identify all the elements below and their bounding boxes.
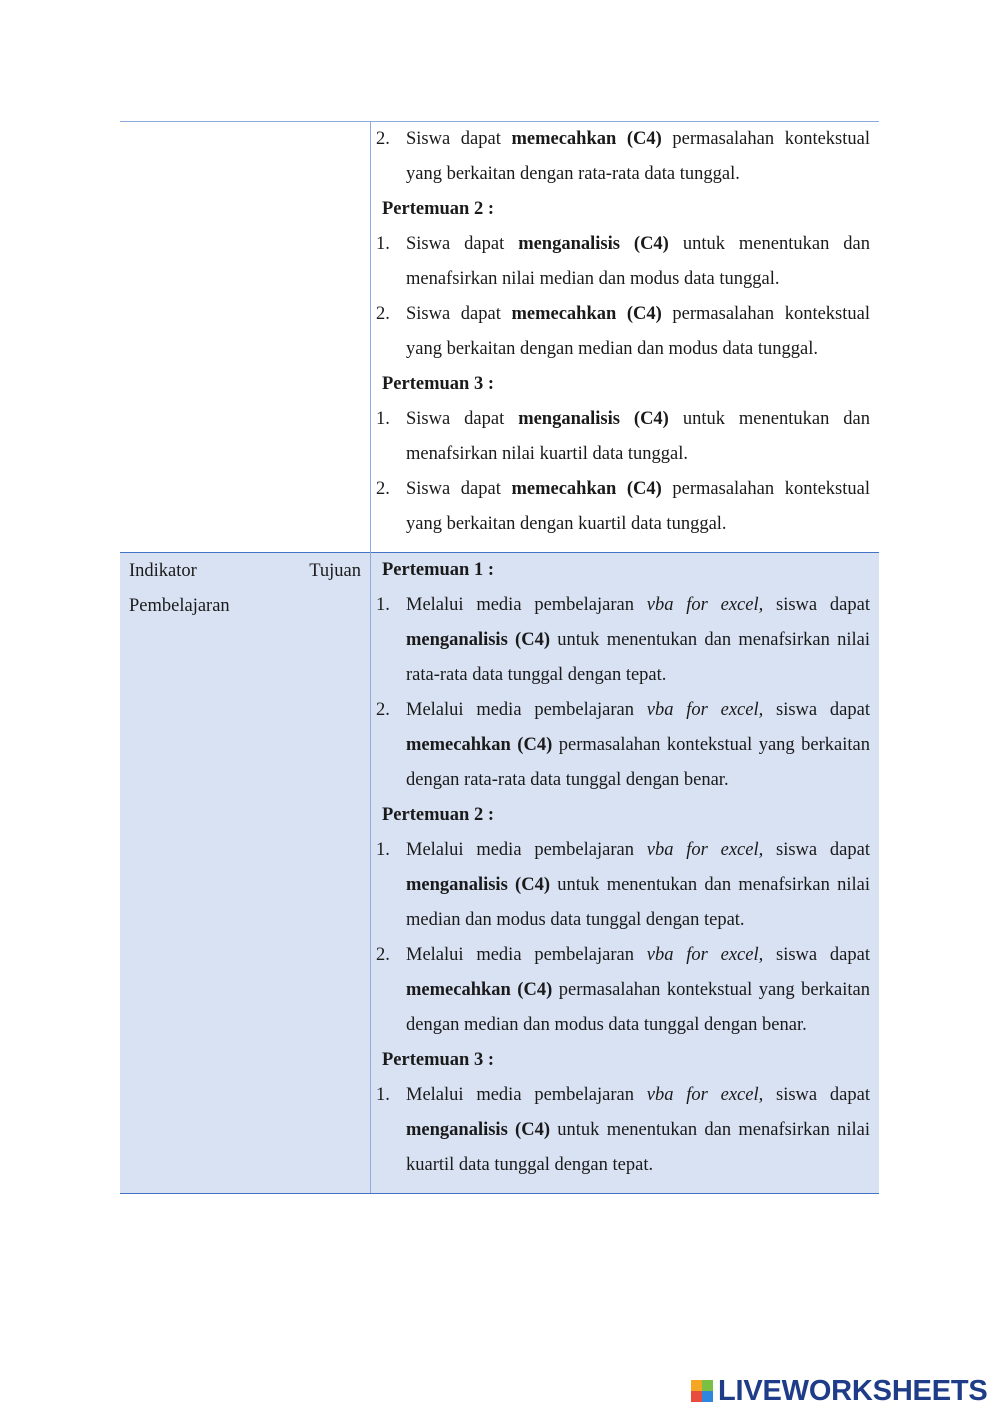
list-item-text — [406, 588, 870, 693]
objectives-cell — [371, 122, 880, 553]
bold-term: menganalisis (C4) — [406, 875, 550, 895]
list-item-text — [406, 833, 870, 938]
meeting-title: Pertemuan 2 : — [382, 199, 494, 219]
list-item — [376, 472, 870, 542]
list-item-number: 2. — [376, 945, 390, 965]
italic-term: vba for excel, — [646, 700, 764, 720]
indicator-label-line1 — [129, 554, 361, 589]
list-item — [376, 833, 870, 938]
text-segment: Melalui media pembelajaran — [406, 595, 647, 615]
list-item-text — [406, 227, 870, 297]
bold-term: memecahkan (C4) — [511, 129, 662, 149]
bold-term: memecahkan (C4) — [511, 479, 662, 499]
text-segment: untuk menentukan dan menafsirkan nilai median dan modus data tunggal. — [406, 234, 871, 289]
list-item — [376, 122, 870, 192]
meeting-title: Pertemuan 3 : — [382, 374, 494, 394]
text-segment: Siswa dapat — [406, 479, 512, 499]
list-item — [376, 588, 870, 693]
objectives-content — [371, 122, 879, 552]
list-item-number: 2. — [376, 304, 390, 324]
list-item-text — [406, 938, 870, 1043]
list-item — [376, 402, 870, 472]
list-item — [376, 693, 870, 798]
logo-square — [691, 1391, 702, 1402]
meeting-title: Pertemuan 2 : — [382, 805, 494, 825]
text-segment: siswa dapat — [763, 840, 870, 860]
objectives-table — [120, 121, 879, 1194]
list-item-text — [406, 122, 870, 192]
text-segment: Melalui media pembelajaran — [406, 1085, 647, 1105]
list-item-number: 2. — [376, 129, 390, 149]
list-item — [376, 297, 870, 367]
list-item-number: 2. — [376, 479, 390, 499]
list-item-text — [406, 1078, 870, 1183]
bold-term: menganalisis (C4) — [406, 630, 550, 650]
text-segment: untuk menentukan dan menafsirkan nilai kuartil data tunggal dengan tepat. — [406, 1120, 870, 1175]
indicator-label — [120, 553, 370, 624]
list-item-number: 1. — [376, 1085, 390, 1105]
text-segment: siswa dapat — [763, 1085, 870, 1105]
list-item-number: 1. — [376, 409, 390, 429]
text-segment: siswa dapat — [763, 700, 870, 720]
label-word-indikator: Indikator — [129, 561, 197, 581]
list-item — [376, 1078, 870, 1183]
list-item-number: 2. — [376, 700, 390, 720]
liveworksheets-logo — [691, 1374, 988, 1408]
bold-term: menganalisis (C4) — [518, 409, 669, 429]
list-item — [376, 227, 870, 297]
text-segment: permasalahan kontekstual yang berkaitan dengan median dan modus data tunggal. — [406, 304, 870, 359]
list-item-number: 1. — [376, 840, 390, 860]
logo-square — [702, 1391, 713, 1402]
text-segment: permasalahan kontekstual yang berkaitan dengan rata-rata data tunggal dengan benar. — [406, 735, 870, 790]
logo-square — [702, 1380, 713, 1391]
table-row-indicators — [120, 553, 879, 1194]
indicator-label-cell — [120, 553, 371, 1194]
italic-term: vba for excel, — [646, 1085, 764, 1105]
text-segment: siswa dapat — [763, 595, 870, 615]
meeting-title: Pertemuan 3 : — [382, 1050, 494, 1070]
bold-term: menganalisis (C4) — [406, 1120, 550, 1140]
text-segment: Melalui media pembelajaran — [406, 700, 647, 720]
italic-term: vba for excel, — [646, 595, 764, 615]
indicator-label-line2: Pembelajaran — [129, 596, 230, 616]
bold-term: memecahkan (C4) — [406, 980, 553, 1000]
bold-term: menganalisis (C4) — [518, 234, 669, 254]
text-segment: untuk menentukan dan menafsirkan nilai rata-rata data tunggal dengan tepat. — [406, 630, 870, 685]
list-item-number: 1. — [376, 595, 390, 615]
italic-term: vba for excel, — [646, 840, 764, 860]
logo-text: LIVEWORKSHEETS — [718, 1374, 988, 1407]
bold-term: memecahkan (C4) — [511, 304, 662, 324]
list-item-text — [406, 297, 870, 367]
empty-label-cell — [120, 122, 371, 553]
meeting-title: Pertemuan 1 : — [382, 560, 494, 580]
text-segment: Melalui media pembelajaran — [406, 945, 647, 965]
list-item-number: 1. — [376, 234, 390, 254]
text-segment: untuk menentukan dan menafsirkan nilai kuartil data tunggal. — [406, 409, 871, 464]
text-segment: permasalahan kontekstual yang berkaitan dengan kuartil data tunggal. — [406, 479, 870, 534]
indicators-cell — [371, 553, 880, 1194]
text-segment: Melalui media pembelajaran — [406, 840, 647, 860]
text-segment: siswa dapat — [763, 945, 870, 965]
text-segment: permasalahan kontekstual yang berkaitan dengan rata-rata data tunggal. — [406, 129, 870, 184]
italic-term: vba for excel, — [646, 945, 764, 965]
list-item — [376, 938, 870, 1043]
list-item-text — [406, 402, 870, 472]
table-row-objectives — [120, 122, 879, 553]
liveworksheets-logo-icon — [691, 1380, 713, 1402]
text-segment: Siswa dapat — [406, 304, 512, 324]
list-item-text — [406, 472, 870, 542]
text-segment: untuk menentukan dan menafsirkan nilai median dan modus data tunggal dengan tepat. — [406, 875, 870, 930]
label-word-tujuan: Tujuan — [309, 561, 361, 581]
text-segment: Siswa dapat — [406, 129, 512, 149]
bold-term: memecahkan (C4) — [406, 735, 553, 755]
logo-square — [691, 1380, 702, 1391]
text-segment: Siswa dapat — [406, 234, 519, 254]
text-segment: Siswa dapat — [406, 409, 519, 429]
text-segment: permasalahan kontekstual yang berkaitan dengan median dan modus data tunggal dengan benar. — [406, 980, 870, 1035]
indicators-content — [371, 553, 879, 1193]
list-item-text — [406, 693, 870, 798]
